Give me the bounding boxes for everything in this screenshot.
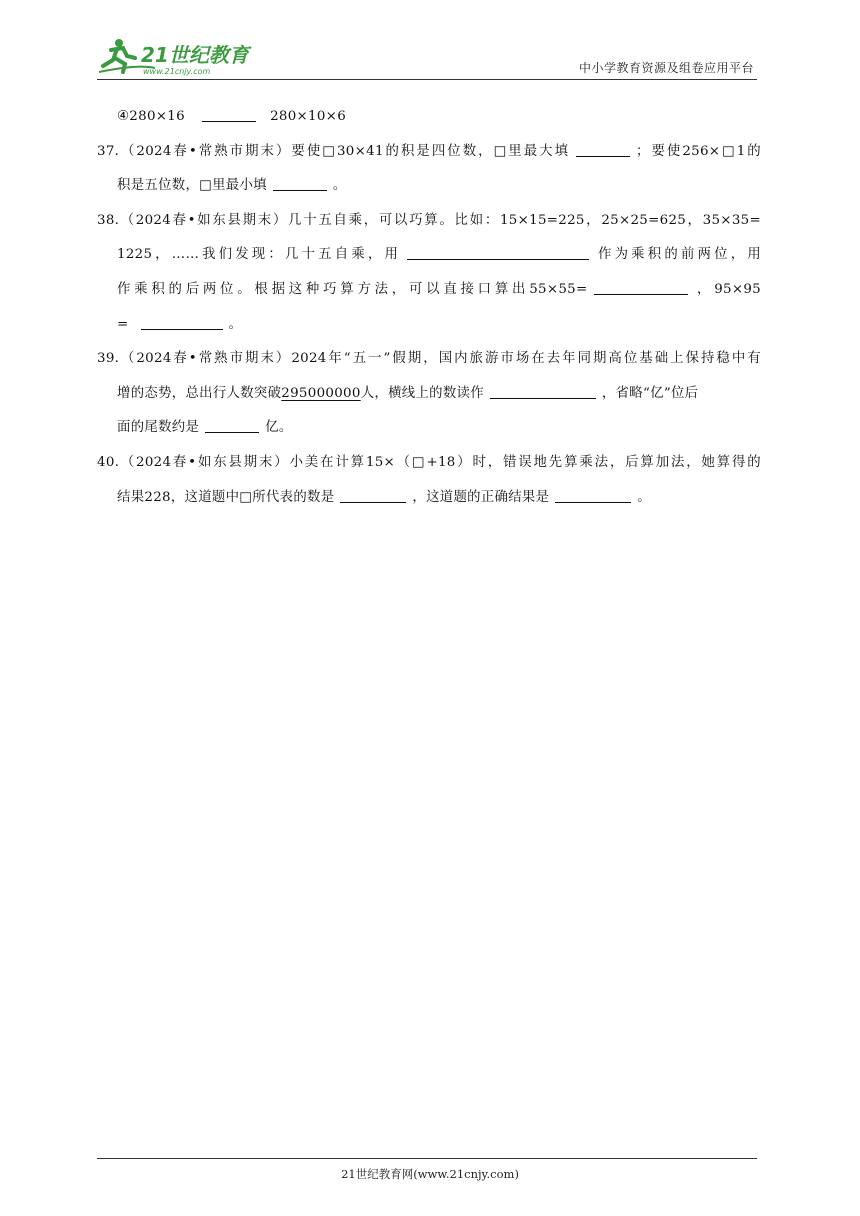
q40-text-2a: 结果228，这道题中□所代表的数是: [117, 489, 335, 505]
q37-blank-1[interactable]: [576, 142, 630, 157]
q39-text-2b: 人，横线上的数读作: [360, 385, 484, 401]
q38-text-3a: 作乘积的后两位。根据这种巧算方法，可以直接口算出55×55=: [117, 281, 588, 297]
logo-wordmark: 21世纪教育: [141, 43, 249, 67]
q37-text-b: ；要使256×□1的: [636, 143, 762, 159]
q38-blank-1[interactable]: [407, 245, 589, 260]
q40-text-2c: 。: [637, 489, 651, 505]
q39-text-2c: ，省略“亿”位后: [601, 385, 699, 401]
footer-credit[interactable]: 21世纪教育网(www.21cnjy.com): [341, 1167, 519, 1181]
q37-line1: [97, 135, 761, 170]
q38-text-2b: 作为乘积的前两位，用: [595, 247, 761, 263]
q38-blank-2[interactable]: [594, 280, 688, 295]
q37-line2: [97, 169, 761, 204]
q37-text-a: 37.（2024春•常熟市期末）要使□30×41的积是四位数，□里最大填: [97, 143, 571, 159]
q36-blank[interactable]: [202, 107, 256, 122]
q40-blank-1[interactable]: [340, 488, 406, 503]
platform-title: 中小学教育资源及组卷应用平台: [578, 61, 754, 75]
page-header: [97, 34, 757, 80]
q40-blank-2[interactable]: [555, 488, 631, 503]
q39-blank-2[interactable]: [205, 418, 259, 433]
q38-line4: [97, 308, 761, 343]
q40-text-2b: ，这道题的正确结果是: [412, 489, 550, 505]
q39-blank-1[interactable]: [490, 384, 596, 399]
q39-underlined-number: 295000000: [281, 385, 361, 401]
q38-text-2a: 1225，……我们发现：几十五自乘，用: [117, 247, 402, 263]
logo-url: www.21cnjy.com: [143, 67, 211, 76]
q38-text-4a: =: [117, 316, 129, 332]
q37-blank-2[interactable]: [273, 176, 327, 191]
q38-line1: [97, 204, 761, 239]
q38-text-1: 38.（2024春•如东县期末）几十五自乘，可以巧算。比如：15×15=225，25×25=625，35×35=: [97, 212, 761, 228]
q37-text-d: 。: [332, 178, 347, 194]
q36-item4-rhs: 280×10×6: [270, 109, 347, 124]
q36-item4-label: ④280×16: [117, 109, 185, 124]
q39-line2: [97, 377, 761, 412]
q39-line3: [97, 411, 761, 446]
site-logo[interactable]: [97, 34, 257, 78]
q36-item4: [97, 100, 761, 135]
q40-text-1: 40.（2024春•如东县期末）小美在计算15×（□+18）时，错误地先算乘法，后算加法，她算得的: [97, 454, 761, 470]
q40-line1: [97, 446, 761, 481]
q38-text-3b: ，95×95: [693, 281, 761, 297]
q38-text-4b: 。: [228, 316, 243, 332]
question-list: [97, 100, 761, 515]
q39-text-3a: 面的尾数约是: [117, 420, 200, 436]
q39-text-3b: 亿。: [265, 420, 293, 436]
q38-blank-3[interactable]: [141, 315, 223, 330]
runner-logo-icon: [97, 34, 257, 78]
q39-text-1: 39.（2024春•常熟市期末）2024年“五一”假期，国内旅游市场在去年同期高位基础上保持稳中有: [97, 351, 761, 367]
footer-divider: [97, 1158, 757, 1159]
q38-line3: [97, 273, 761, 308]
q39-text-2a: 增的态势，总出行人数突破: [117, 385, 282, 401]
q39-line1: [97, 342, 761, 377]
q37-text-c: 积是五位数，□里最小填: [117, 178, 267, 194]
q38-line2: [97, 238, 761, 273]
q40-line2: [97, 481, 761, 516]
